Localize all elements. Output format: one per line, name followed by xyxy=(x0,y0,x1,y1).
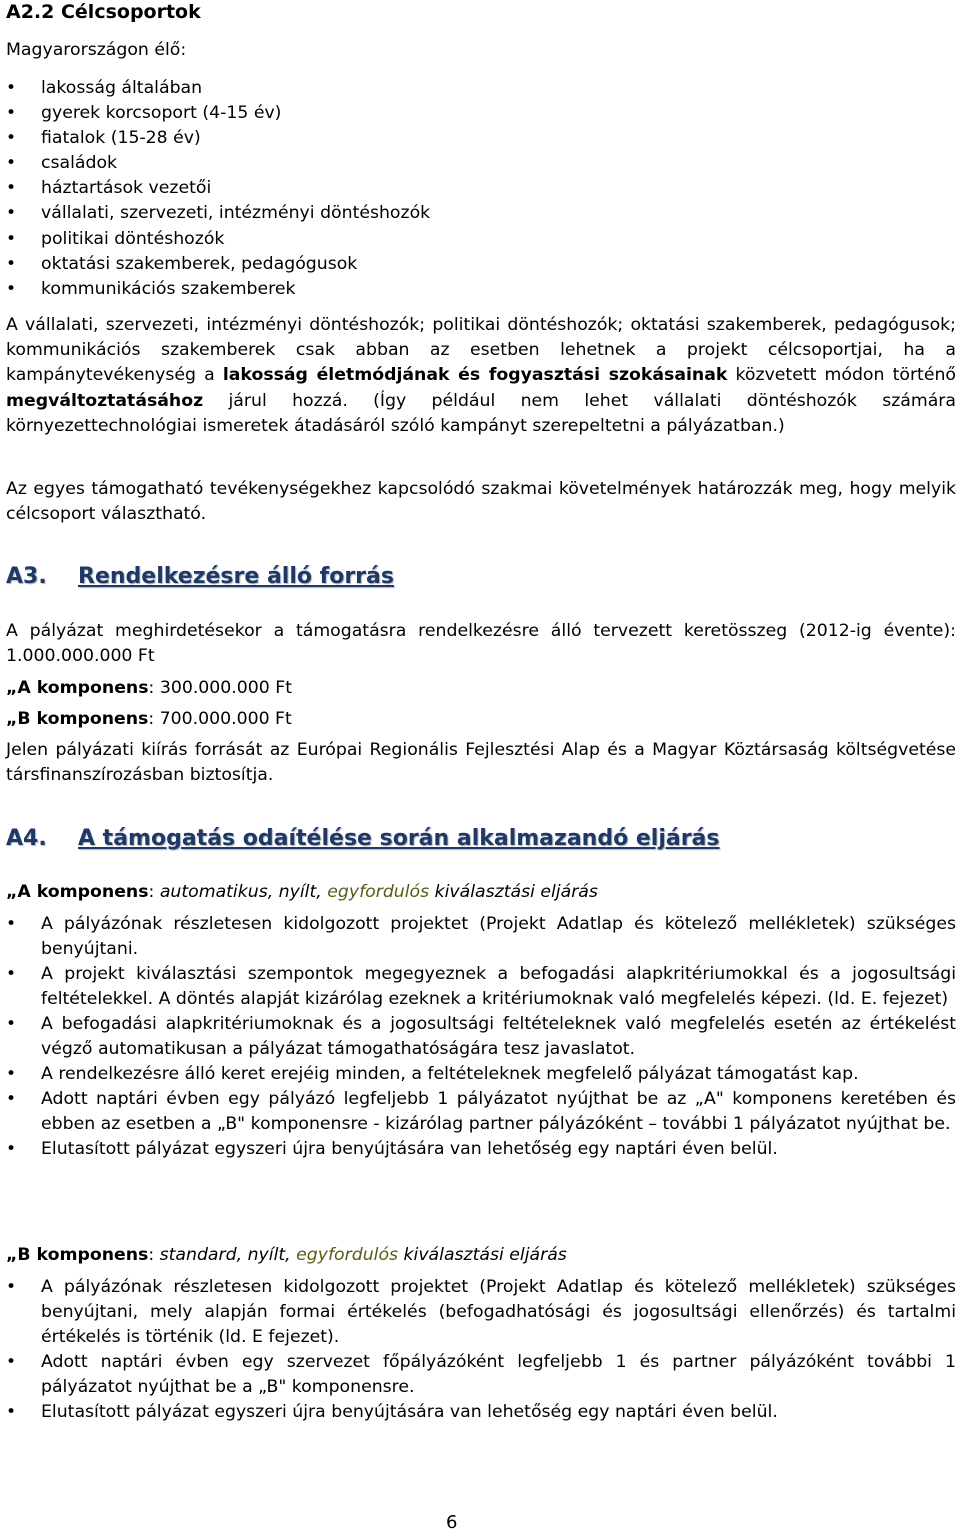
intro-text: Magyarországon élő: xyxy=(6,40,187,60)
list-item: • gyerek korcsoport (4-15 év) xyxy=(6,101,956,126)
list-item: • fiatalok (15-28 év) xyxy=(6,126,956,151)
component-b-procedure-list xyxy=(6,1275,956,1425)
list-item: • Adott naptári évben egy pályázó legfeljebb 1 pályázatot nyújthat be az „A" komponens keretében és ebben az esetben a „B" komponensre - kizárólag partner pályázóként – további 1 pályázatot nyújthat be. xyxy=(6,1087,956,1137)
list-item: • A pályázónak részletesen kidolgozott projektet (Projekt Adatlap és kötelező mellékletek) szükséges benyújtani, mely alapján formai értékelés (befogadhatósági és jogosultsági ellenőrzés) és tartalmi értékelés is történik (ld. E fejezet). xyxy=(6,1275,956,1350)
component-b-budget: „B komponens: 700.000.000 Ft xyxy=(6,709,292,729)
list-item: • háztartások vezetői xyxy=(6,176,956,201)
section-heading-a22: A2.2 Célcsoportok xyxy=(6,1,201,23)
component-a-budget: „A komponens: 300.000.000 Ft xyxy=(6,678,292,698)
budget-paragraph: A pályázat meghirdetésekor a támogatásra rendelkezésre álló tervezett keretösszeg (2012-ig évente): 1.000.000.000 Ft xyxy=(6,621,956,667)
list-item: • családok xyxy=(6,151,956,176)
list-item: • politikai döntéshozók xyxy=(6,227,956,252)
target-group-list xyxy=(6,76,956,302)
list-item: • oktatási szakemberek, pedagógusok xyxy=(6,252,956,277)
component-b-procedure-heading: „B komponens: standard, nyílt, egyfordulós kiválasztási eljárás xyxy=(6,1245,567,1265)
section-heading-a4: A4. A támogatás odaítélése során alkalmazandó eljárás xyxy=(6,826,720,851)
funding-source-paragraph: Jelen pályázati kiírás forrását az Európai Regionális Fejlesztési Alap és a Magyar Köztársaság költségvetése társfinanszírozásban biztosítja. xyxy=(6,740,956,786)
component-a-procedure-list xyxy=(6,912,956,1162)
list-item: • A projekt kiválasztási szempontok megegyeznek a befogadási alapkritériumokkal és a jogosultsági feltételekkel. A döntés alapját kizárólag ezeknek a kritériumoknak való megfelelés képezi. (ld. E. fejezet) xyxy=(6,962,956,1012)
list-item: • vállalati, szervezeti, intézményi döntéshozók xyxy=(6,201,956,226)
section-heading-a3: A3. Rendelkezésre álló forrás xyxy=(6,564,394,589)
requirements-paragraph: Az egyes támogatható tevékenységekhez kapcsolódó szakmai követelmények határozzák meg, hogy melyik célcsoport választható. xyxy=(6,479,956,525)
list-item: • Elutasított pályázat egyszeri újra benyújtására van lehetőség egy naptári éven belül. xyxy=(6,1400,956,1425)
target-group-paragraph: A vállalati, szervezeti, intézményi döntéshozók; politikai döntéshozók; oktatási szakemberek, pedagógusok; kommunikációs szakemberek csak abban az esetben lehetnek a projekt célcsoportjai, ha a kampánytevékenység a lakosság életmódjának és fogyasztási szokásainak közvetett módon történő megváltoztatásához járul hozzá. (Így például nem lehet vállalati döntéshozók számára környezettechnológiai ismeretek átadásáról szóló kampányt szerepeltetni a pályázatban.) xyxy=(6,315,956,436)
list-item: • A rendelkezésre álló keret erejéig minden, a feltételeknek megfelelő pályázat támogatást kap. xyxy=(6,1062,956,1087)
list-item: • Adott naptári évben egy szervezet főpályázóként legfeljebb 1 és partner pályázóként további 1 pályázatot nyújthat be a „B" komponensre. xyxy=(6,1350,956,1400)
list-item: • A befogadási alapkritériumoknak és a jogosultsági feltételeknek való megfelelés esetén az értékelést végző automatikusan a pályázat támogathatóságára tesz javaslatot. xyxy=(6,1012,956,1062)
component-a-procedure-heading: „A komponens: automatikus, nyílt, egyfordulós kiválasztási eljárás xyxy=(6,882,598,902)
list-item: • lakosság általában xyxy=(6,76,956,101)
list-item: • Elutasított pályázat egyszeri újra benyújtására van lehetőség egy naptári éven belül. xyxy=(6,1137,956,1162)
list-item: • A pályázónak részletesen kidolgozott projektet (Projekt Adatlap és kötelező mellékletek) szükséges benyújtani. xyxy=(6,912,956,962)
list-item: • kommunikációs szakemberek xyxy=(6,277,956,302)
page-number: 6 xyxy=(446,1512,458,1533)
